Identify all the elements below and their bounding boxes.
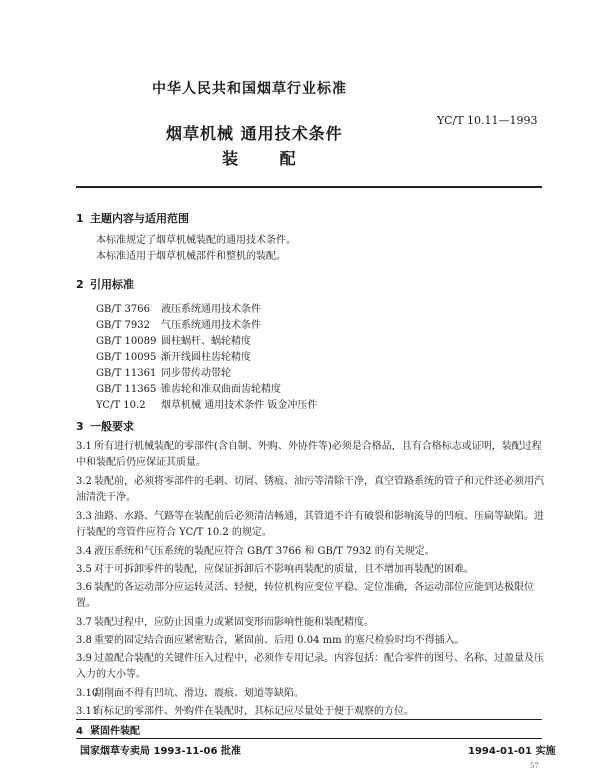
reference-code: GB/T 11361 — [96, 368, 157, 379]
clause — [76, 633, 546, 649]
reference-code: GB/T 10095 — [96, 352, 157, 363]
clause-text: 有标记的零部件、外购件在装配时，其标记应尽量处于便于观察的方位。 — [94, 706, 414, 717]
section-number: 1 — [76, 212, 84, 225]
reference-code: YC/T 10.2 — [96, 400, 146, 411]
clause-number: 3.7 — [76, 617, 92, 628]
section-number: 2 — [76, 278, 84, 291]
clause-number: 3.3 — [76, 511, 92, 522]
section-3-heading — [76, 418, 134, 434]
reference-item — [96, 393, 317, 412]
clause — [76, 686, 546, 702]
clause-text: 刮削面不得有凹坑、滑边、震痕、划道等缺陷。 — [94, 688, 304, 699]
reference-title: 渐开线圆柱齿轮精度 — [161, 352, 251, 363]
reference-title: 液压系统通用技术条件 — [161, 304, 261, 315]
clause-text: 装配的各运动部分应运转灵活、轻便，转位机构应变位平稳、定位准确，各运动部位应能到达极限位置。 — [76, 582, 534, 609]
clause-number: 3.2 — [76, 476, 92, 487]
clause-number: 3.4 — [76, 546, 92, 557]
clause-text: 所有进行机械装配的零部件(含自制、外购、外协件等)必须是合格品，且有合格标志或证明，装配过程中和装配后仍应保证其质量。 — [76, 441, 542, 468]
clause-text: 对于可拆卸零件的装配，应保证拆卸后不影响再装配的质量，且不增加再装配的困难。 — [94, 564, 474, 575]
clause-text: 油路、水路、气路等在装配前后必须清洁畅通，其管道不许有破裂和影响流导的凹痕、压扁等缺陷。进行装配的弯管件应符合 YC/T 10.2 的规定。 — [76, 511, 544, 538]
clause — [76, 562, 546, 578]
reference-code: GB/T 3766 — [96, 304, 151, 315]
clause-number: 3.10 — [76, 688, 99, 699]
header-divider — [76, 186, 542, 188]
section-title: 紧固件装配 — [90, 726, 140, 737]
section-number: 3 — [76, 420, 84, 433]
paragraph: 本标准适用于烟草机械部件和整机的装配。 — [96, 251, 286, 262]
reference-title: 锥齿轮和准双曲面齿轮精度 — [161, 384, 281, 395]
reference-code: GB/T 7932 — [96, 320, 151, 331]
section-title: 一般要求 — [90, 420, 134, 433]
section-1-heading — [76, 210, 189, 226]
section-title: 引用标准 — [90, 278, 134, 291]
standard-organization: 中华人民共和国烟草行业标准 — [152, 81, 347, 97]
section-title: 主题内容与适用范围 — [90, 212, 189, 225]
section-2-heading — [76, 276, 134, 292]
clause — [76, 651, 546, 682]
section-number: 4 — [76, 726, 83, 737]
clause — [76, 439, 546, 470]
paragraph: 本标准规定了烟草机械装配的通用技术条件。 — [96, 235, 296, 246]
reference-title: 气压系统通用技术条件 — [161, 320, 261, 331]
clause-text: 液压系统和气压系统的装配应符合 GB/T 3766 和 GB/T 7932 的有关规定。 — [94, 546, 435, 557]
clause-number: 3.5 — [76, 564, 92, 575]
reference-code: GB/T 11365 — [96, 384, 157, 395]
reference-title: 烟草机械 通用技术条件 钣金冲压件 — [161, 400, 318, 411]
reference-code: GB/T 10089 — [96, 336, 157, 347]
standard-code: YC/T 10.11—1993 — [437, 114, 538, 127]
approval-date: 国家烟草专卖局 1993-11-06 批准 — [80, 746, 241, 757]
clause — [76, 580, 546, 611]
implementation-date: 1994-01-01 实施 — [468, 746, 556, 757]
clause-number: 3.8 — [76, 635, 92, 646]
document-subtitle: 装 配 — [222, 149, 314, 168]
document-title: 烟草机械 通用技术条件 — [166, 124, 343, 143]
clause-text: 装配前，必须将零部件的毛刺、切屑、锈痕、油污等清除干净，真空管路系统的管子和元件还必须用汽油清洗干净。 — [76, 476, 544, 503]
clause-text: 装配过程中，应防止因重力或紧固变形而影响性能和装配精度。 — [94, 617, 374, 628]
section-divider — [76, 719, 542, 720]
clause-number: 3.6 — [76, 582, 92, 593]
reference-title: 同步带传动带轮 — [161, 368, 231, 379]
clause-text: 过盈配合装配的关键件压入过程中，必须作专用记录。内容包括：配合零件的图号、名称、过盈量及压入力的大小等。 — [76, 653, 544, 680]
clause-number: 3.11 — [76, 706, 99, 717]
clause-number: 3.1 — [76, 441, 92, 452]
page-number: 57 — [530, 762, 539, 770]
reference-title: 圆柱蜗杆、蜗轮精度 — [161, 336, 251, 347]
clause-text: 重要的固定结合面应紧密贴合，紧固前、后用 0.04 mm 的塞尺检验时均不得插入。 — [94, 635, 465, 646]
clause-number: 3.9 — [76, 653, 92, 664]
clause — [76, 544, 546, 560]
clause — [76, 615, 546, 631]
clause — [76, 474, 546, 505]
clause — [76, 509, 546, 540]
clause — [76, 704, 546, 720]
footer-divider — [76, 738, 542, 739]
section-4-heading — [76, 722, 140, 737]
